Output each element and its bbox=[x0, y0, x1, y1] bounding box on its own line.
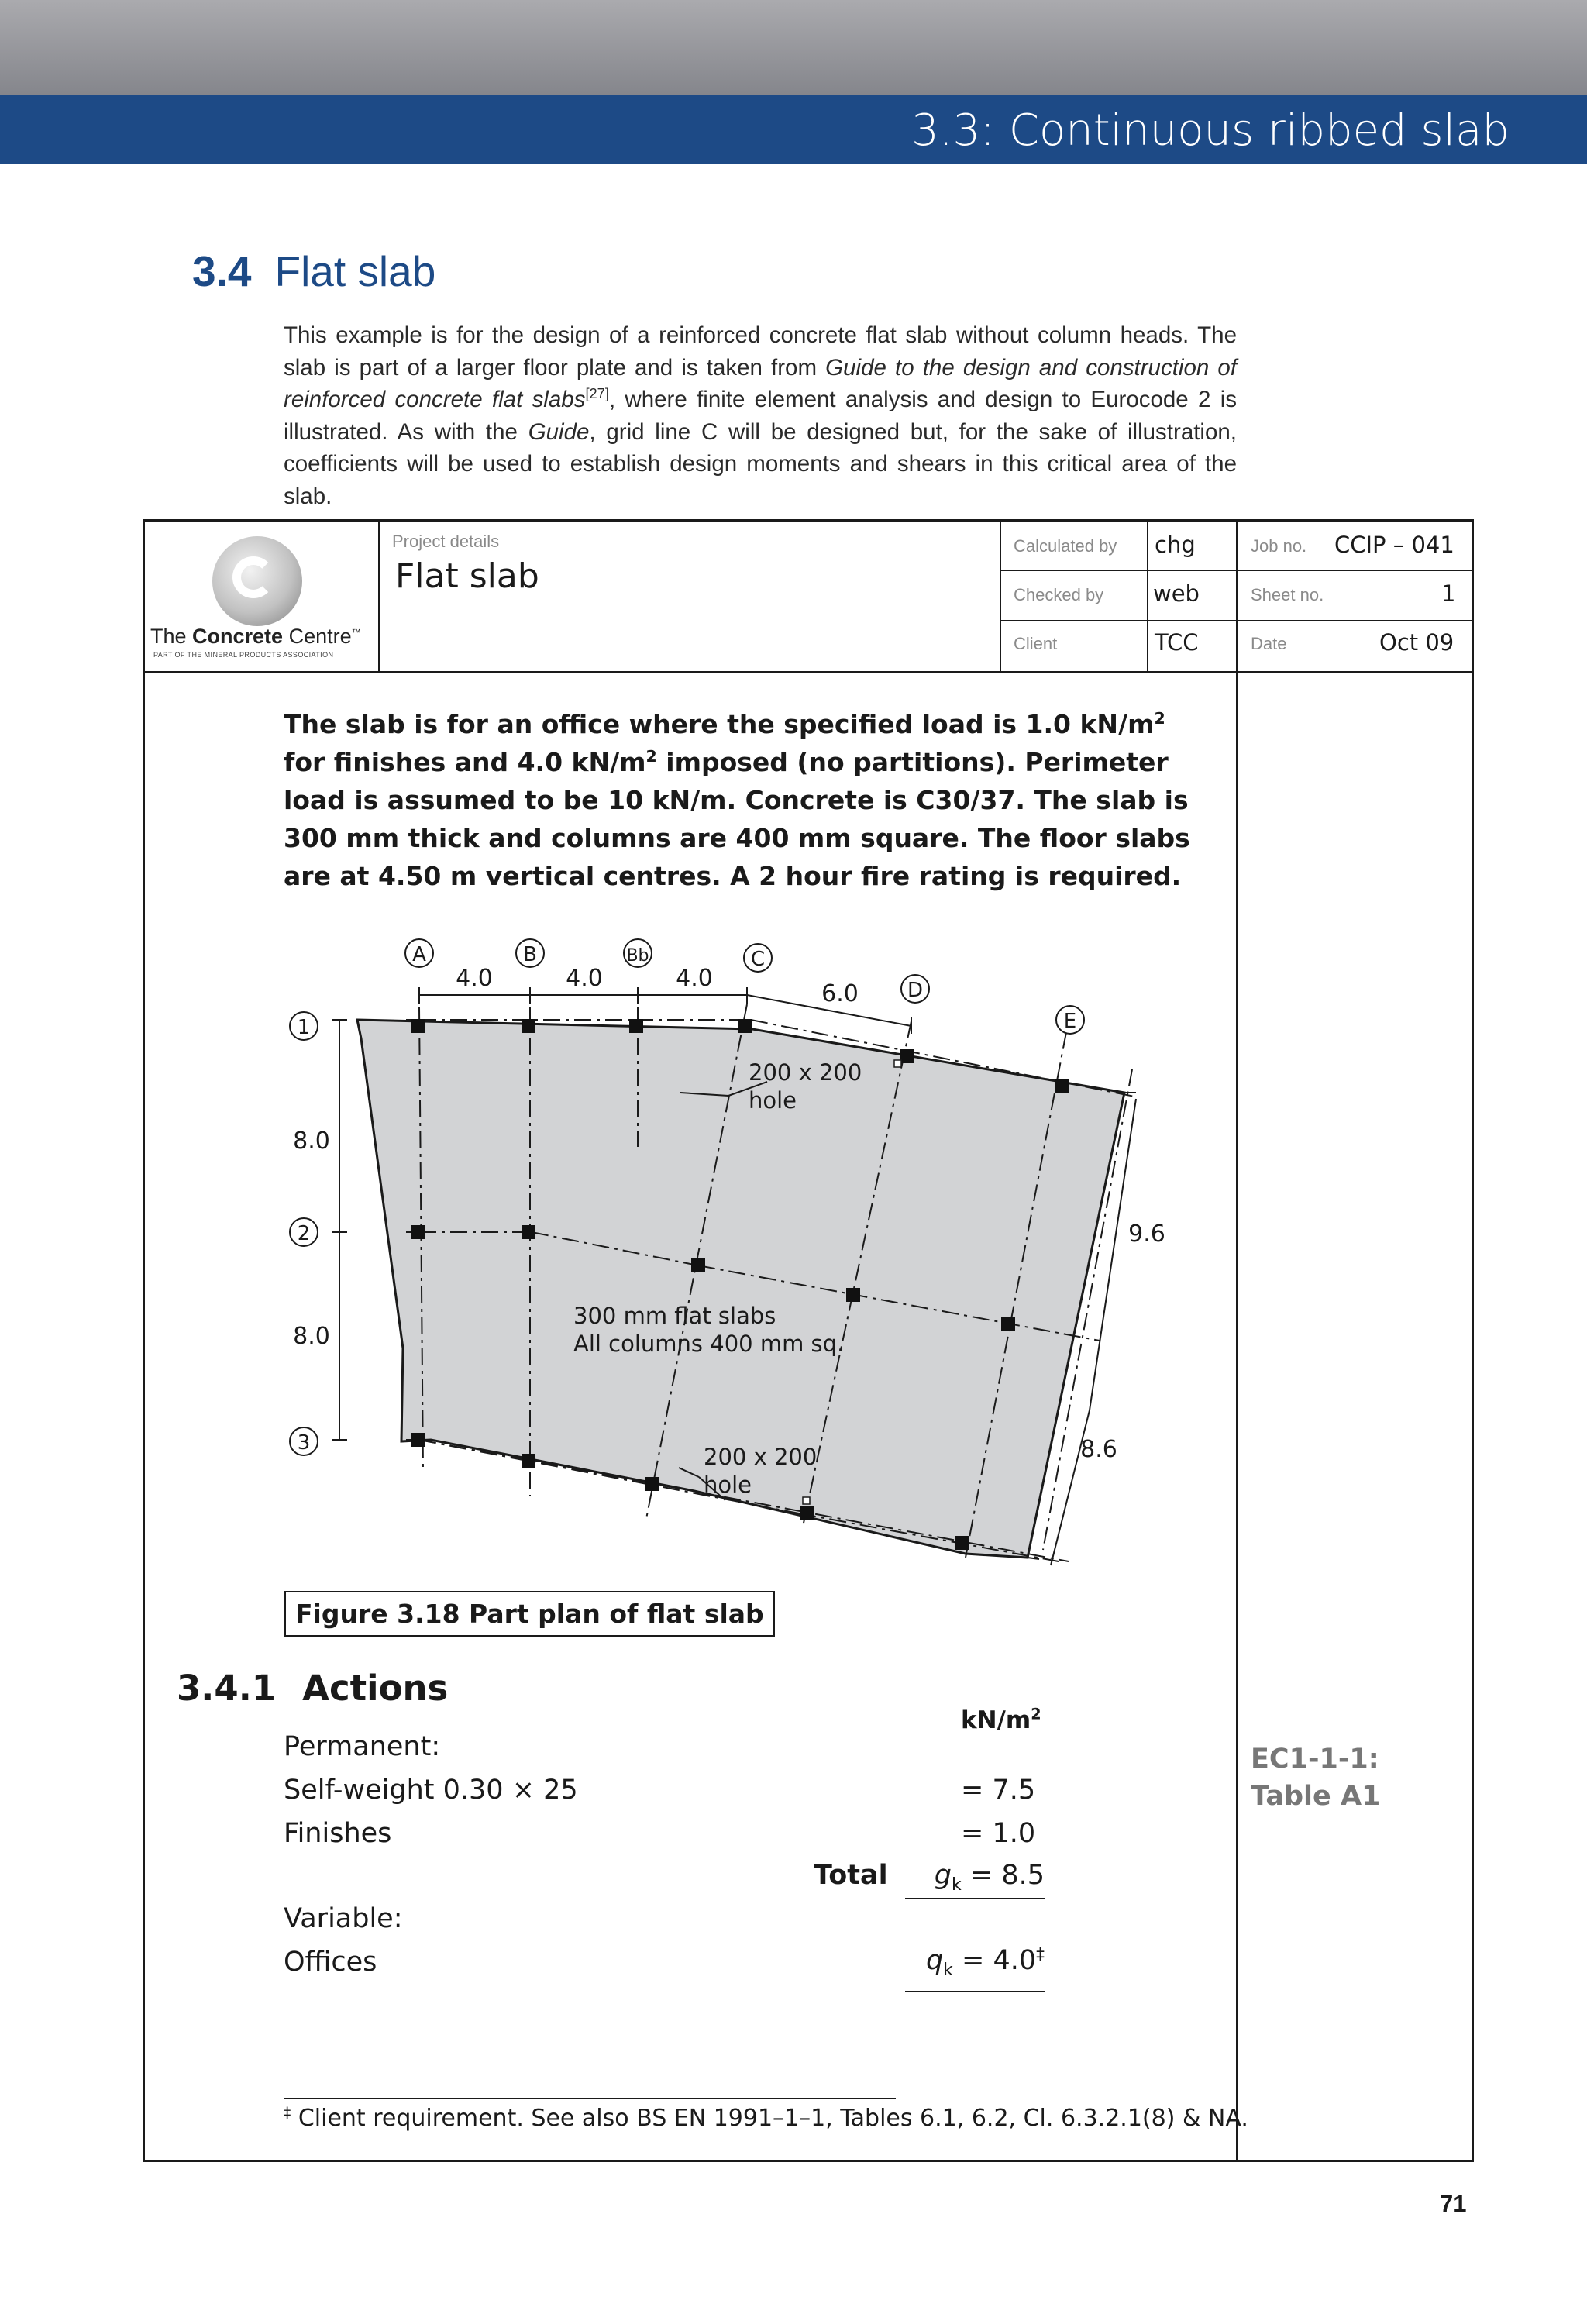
qk-footnote-mark: ‡ bbox=[1036, 1944, 1045, 1964]
margin-column-divider bbox=[1236, 519, 1238, 2162]
project-title: Flat slab bbox=[395, 556, 539, 596]
dimension-label: 8.0 bbox=[293, 1128, 330, 1155]
meta-row-divider bbox=[1000, 620, 1474, 621]
grid-letter: E bbox=[1063, 1010, 1077, 1033]
column bbox=[522, 1225, 535, 1239]
checked-by-value: web bbox=[1153, 580, 1200, 607]
chapter-header-bar bbox=[0, 95, 1587, 164]
finishes-value: = 1.0 bbox=[961, 1818, 1036, 1849]
unit-text: kN/m bbox=[961, 1706, 1031, 1734]
section-title: Flat slab bbox=[274, 247, 436, 295]
intro-text: This example is for the design of a reinforced concrete flat slab without column heads. The slab is part of a larger floor plate and is taken from bbox=[284, 322, 1237, 380]
column bbox=[900, 1049, 914, 1063]
logo-word: The bbox=[150, 625, 193, 648]
column bbox=[411, 1019, 425, 1033]
column bbox=[1055, 1079, 1069, 1093]
hole-label: 200 x 200 bbox=[749, 1059, 862, 1086]
project-divider bbox=[1000, 519, 1001, 671]
total-label: Total bbox=[814, 1860, 888, 1891]
grid-number: 3 bbox=[297, 1431, 311, 1455]
gk-subscript: k bbox=[952, 1875, 962, 1895]
page-top-band bbox=[0, 0, 1587, 95]
brief-superscript: 2 bbox=[645, 747, 657, 766]
offices-label: Offices bbox=[284, 1947, 377, 1978]
intro-guide-title: Guide to the design and construction of reinforced concrete flat slabs bbox=[284, 354, 1237, 412]
hole-label: 200 x 200 bbox=[704, 1444, 818, 1470]
dimension-label: 6.0 bbox=[821, 980, 859, 1007]
logo-word: Concrete bbox=[192, 625, 284, 648]
grid-number: 2 bbox=[297, 1222, 311, 1245]
brief-text: for finishes and 4.0 kN/m bbox=[284, 747, 646, 777]
gk-symbol: g bbox=[934, 1860, 952, 1891]
grid-letter: D bbox=[907, 979, 924, 1002]
column bbox=[629, 1019, 643, 1033]
column bbox=[800, 1506, 814, 1520]
calculated-by-label: Calculated by bbox=[1014, 536, 1117, 556]
footnote bbox=[284, 2105, 1248, 2132]
client-label: Client bbox=[1014, 634, 1058, 653]
figure-caption: Figure 3.18 Part plan of flat slab bbox=[284, 1591, 775, 1637]
meta-divider bbox=[1147, 519, 1148, 671]
reference-line: Table A1 bbox=[1251, 1781, 1381, 1812]
dimension-label: 4.0 bbox=[566, 965, 603, 992]
reference-line: EC1-1-1: bbox=[1251, 1744, 1379, 1775]
column bbox=[522, 1454, 535, 1468]
brief-superscript: 2 bbox=[1154, 709, 1165, 728]
date-value: Oct 09 bbox=[1379, 629, 1454, 656]
part-plan-figure bbox=[284, 930, 1183, 1581]
selfweight-label: Self-weight 0.30 × 25 bbox=[284, 1775, 578, 1806]
qk-value bbox=[905, 1945, 1045, 1992]
header-divider bbox=[143, 671, 1474, 673]
footnote-rule bbox=[284, 2098, 896, 2099]
logo-emblem-icon bbox=[212, 536, 302, 626]
slab-note: 300 mm flat slabs bbox=[573, 1303, 776, 1329]
dimension-label: 9.6 bbox=[1128, 1221, 1165, 1248]
permanent-label: Permanent: bbox=[284, 1731, 441, 1762]
column bbox=[691, 1258, 705, 1272]
checked-by-label: Checked by bbox=[1014, 585, 1104, 604]
hole-label: hole bbox=[749, 1087, 797, 1114]
job-no-value: CCIP – 041 bbox=[1334, 532, 1454, 558]
column bbox=[411, 1225, 425, 1239]
column bbox=[738, 1019, 752, 1033]
finishes-label: Finishes bbox=[284, 1818, 392, 1849]
sheet-no-label: Sheet no. bbox=[1251, 585, 1324, 604]
slab-note: All columns 400 mm sq. bbox=[573, 1331, 845, 1357]
footnote-text: Client requirement. See also BS EN 1991–1–1, Tables 6.1, 6.2, Cl. 6.3.2.1(8) & NA. bbox=[291, 2105, 1248, 2132]
hole-marker bbox=[803, 1497, 810, 1504]
gk-number: = 8.5 bbox=[961, 1860, 1045, 1891]
dimension-label: 8.6 bbox=[1080, 1436, 1117, 1463]
dimension-label: 4.0 bbox=[676, 965, 713, 992]
qk-subscript: k bbox=[943, 1961, 953, 1980]
subsection-heading bbox=[177, 1668, 448, 1709]
variable-label: Variable: bbox=[284, 1903, 403, 1934]
subsection-title: Actions bbox=[302, 1668, 449, 1709]
column bbox=[522, 1019, 535, 1033]
sheet-no-value: 1 bbox=[1441, 580, 1456, 607]
grid-letter: B bbox=[523, 943, 537, 966]
qk-number: = 4.0 bbox=[952, 1945, 1037, 1976]
subsection-number: 3.4.1 bbox=[177, 1668, 277, 1709]
grid-letter: Bb bbox=[626, 946, 649, 966]
client-value: TCC bbox=[1155, 629, 1199, 656]
logo-subtitle: PART OF THE MINERAL PRODUCTS ASSOCIATION bbox=[153, 651, 334, 659]
column bbox=[846, 1288, 860, 1302]
hole-marker bbox=[894, 1060, 901, 1067]
job-no-label: Job no. bbox=[1251, 536, 1307, 556]
meta-row-divider bbox=[1000, 570, 1474, 571]
footnote-mark: ‡ bbox=[284, 2105, 291, 2121]
brief-text: The slab is for an office where the specified load is 1.0 kN/m bbox=[284, 709, 1155, 739]
section-heading bbox=[192, 246, 435, 296]
section-number: 3.4 bbox=[192, 247, 252, 295]
qk-symbol: q bbox=[925, 1945, 944, 1976]
unit-superscript: 2 bbox=[1031, 1705, 1041, 1723]
intro-paragraph bbox=[284, 319, 1237, 512]
grid-letter: A bbox=[412, 943, 426, 966]
logo-word: Centre bbox=[283, 625, 352, 648]
concrete-centre-logo bbox=[147, 533, 380, 665]
project-details-label: Project details bbox=[392, 532, 500, 551]
page-number: 71 bbox=[1440, 2190, 1467, 2217]
date-label: Date bbox=[1251, 634, 1287, 653]
unit-heading bbox=[961, 1706, 1041, 1734]
column bbox=[1001, 1317, 1015, 1331]
column bbox=[955, 1536, 969, 1550]
intro-text: , where finite element analysis and design to Eurocode 2 is illustrated. As with the bbox=[284, 387, 1237, 445]
calculated-by-value: chg bbox=[1155, 532, 1196, 558]
logo-name bbox=[150, 625, 361, 649]
intro-guide-word: Guide bbox=[528, 418, 590, 445]
hole-label: hole bbox=[704, 1472, 752, 1498]
dimension-label: 8.0 bbox=[293, 1323, 330, 1350]
intro-text: , grid line C will be designed but, for the sake of illustration, coefficients will be used to establish design moments and shears in this critical area of the slab. bbox=[284, 418, 1237, 509]
brief-text: imposed (no partitions). Perimeter load is assumed to be 10 kN/m. Concrete is C30/37. The slab is 300 mm thick and columns are 400 mm square. The floor slabs are at 4.50 m vertical centres. A 2 hour fire rating is required. bbox=[284, 747, 1190, 891]
logo-trademark: ™ bbox=[351, 627, 361, 638]
grid-letter: C bbox=[750, 948, 766, 971]
dimension-label: 4.0 bbox=[456, 965, 493, 992]
column bbox=[411, 1433, 425, 1447]
column bbox=[645, 1477, 659, 1491]
grid-number: 1 bbox=[297, 1016, 311, 1039]
code-reference bbox=[1251, 1740, 1380, 1815]
design-brief bbox=[284, 705, 1198, 895]
chapter-title: 3.3: Continuous ribbed slab bbox=[911, 105, 1510, 156]
intro-reference: [27] bbox=[585, 385, 609, 402]
gk-value bbox=[905, 1860, 1045, 1899]
selfweight-value: = 7.5 bbox=[961, 1775, 1036, 1806]
